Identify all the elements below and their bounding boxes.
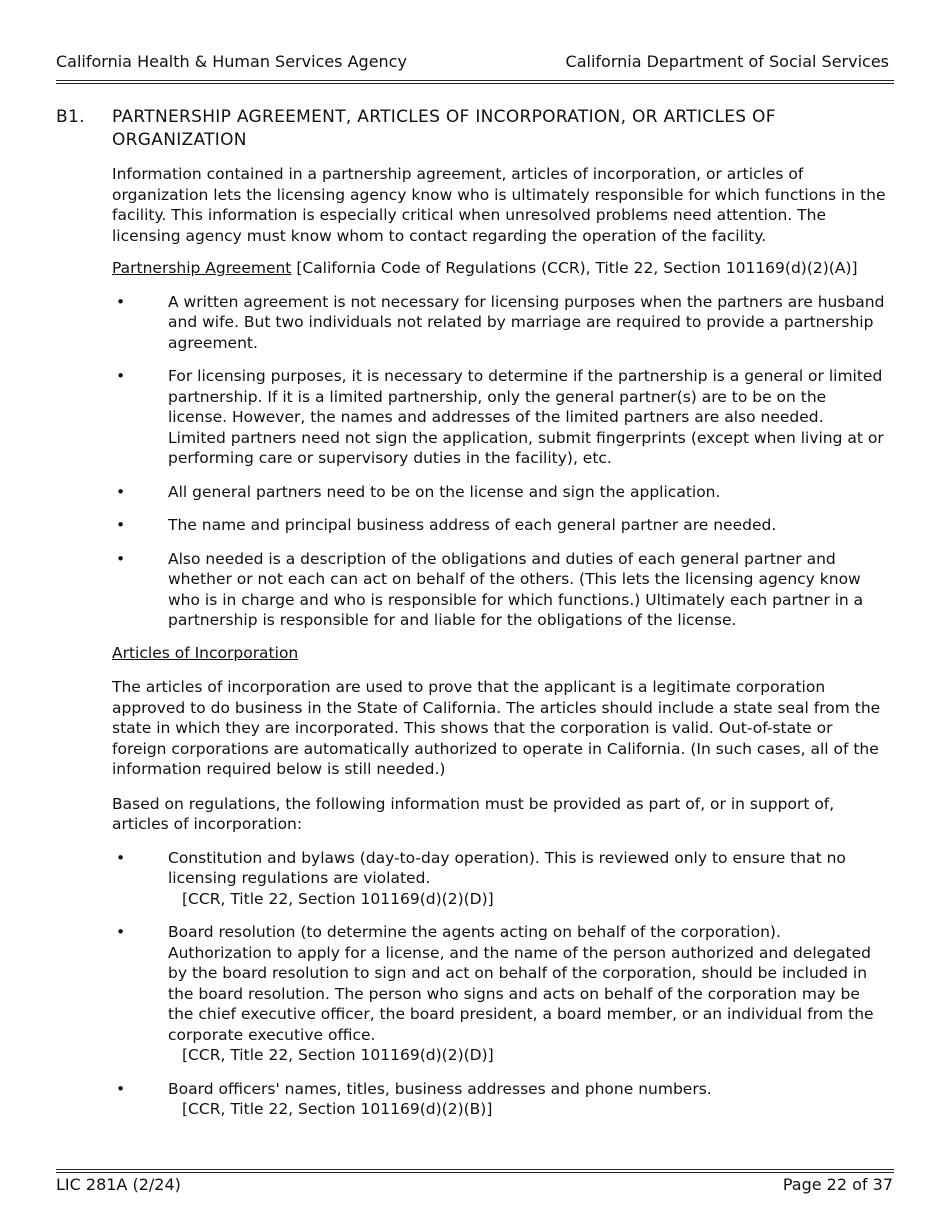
bullet-text: Also needed is a description of the obligations and duties of each general partner and whether or not each can act on behalf of the others. (This lets the licensing agency know who is in charge and who is responsible for which functions.) Ultimately each partner in a partnership is responsible for and liable for the obligations of the license.: [168, 549, 864, 629]
bullet-text: All general partners need to be on the license and sign the application.: [168, 482, 721, 501]
bullet-text: A written agreement is not necessary for licensing purposes when the partners are husband and wife. But two individuals not related by marriage are required to provide a partnership agreement.: [168, 292, 885, 352]
list-item: [112, 292, 886, 354]
bullet-text: Constitution and bylaws (day-to-day operation). This is reviewed only to ensure that no licensing regulations are violated.: [168, 848, 846, 887]
bullet-icon: •: [116, 549, 126, 568]
bullet-icon: •: [116, 516, 126, 534]
bullet-icon: •: [116, 1079, 126, 1098]
incorporation-heading: Articles of Incorporation: [112, 643, 299, 662]
footer-rule-bottom: [56, 1172, 894, 1173]
list-item: [112, 922, 886, 1066]
list-item: [112, 1079, 886, 1120]
bullet-citation: [CCR, Title 22, Section 101169(d)(2)(D)]: [182, 1046, 494, 1064]
section-number: B1.: [56, 107, 85, 127]
incorporation-paragraph-2: Based on regulations, the following information must be provided as part of, or in support of, articles of incorporation:: [112, 794, 835, 833]
incorporation-paragraph-1: The articles of incorporation are used to prove that the applicant is a legitimate corporation approved to do business in the State of California. The articles should include a state seal from the state in which they are incorporated. This shows that the corporation is valid. Out-of-state or foreign corporations are automatically authorized to operate in California. (In such cases, all of the information required below is still needed.): [112, 678, 881, 778]
section-title: PARTNERSHIP AGREEMENT, ARTICLES OF INCORPORATION, OR ARTICLES OF ORGANIZATION: [112, 107, 776, 150]
bullet-icon: •: [116, 848, 126, 867]
list-item: [112, 549, 886, 631]
page-content: [56, 106, 886, 1120]
bullet-text: For licensing purposes, it is necessary to determine if the partnership is a general or limited partnership. If it is a limited partnership, only the general partner(s) are to be on the license. However, the names and addresses of the limited partners are also needed. Limited partners need not sign the application, submit fingerprints (except when living at or performing care or supervisory duties in the facility), etc.: [168, 367, 884, 467]
bullet-citation: [CCR, Title 22, Section 101169(d)(2)(B)]: [182, 1100, 493, 1118]
header-rule-bottom: [56, 83, 894, 84]
footer-rule-top: [56, 1169, 894, 1170]
partnership-heading: Partnership Agreement: [112, 259, 292, 277]
bullet-text: The name and principal business address of each general partner are needed.: [168, 516, 777, 534]
bullet-citation: [CCR, Title 22, Section 101169(d)(2)(D)]: [182, 889, 494, 908]
intro-paragraph: Information contained in a partnership agreement, articles of incorporation, or articles of organization lets the licensing agency know who is ultimately responsible for which functions in the facility. This information is especially critical when unresolved problems need attention. The licensing agency must know whom to contact regarding the operation of the facility.: [112, 165, 886, 245]
partnership-bullets: [112, 292, 886, 631]
list-item: [112, 515, 886, 536]
list-item: [112, 482, 886, 503]
form-number: LIC 281A (2/24): [56, 1175, 181, 1194]
bullet-text: Board officers' names, titles, business addresses and phone numbers.: [168, 1079, 712, 1098]
incorporation-heading-line: [112, 643, 886, 664]
section-body: [112, 164, 886, 1120]
list-item: [112, 366, 886, 469]
partnership-heading-line: [112, 258, 886, 279]
bullet-icon: •: [116, 292, 126, 311]
page-number: Page 22 of 37: [782, 1175, 893, 1194]
list-item: [112, 848, 886, 910]
bullet-icon: •: [116, 482, 126, 501]
bullet-text: Board resolution (to determine the agents acting on behalf of the corporation). Authorization to apply for a license, and the name of the person authorized and delegated by the board resolution to sign and act on behalf of the corporation, should be included in the board resolution. The person who signs and acts on behalf of the corporation may be the chief executive officer, the board president, a board member, or an individual from the corporate executive office.: [168, 923, 874, 1044]
partnership-citation: [California Code of Regulations (CCR), Title 22, Section 101169(d)(2)(A)]: [291, 259, 858, 277]
header-rule-top: [56, 80, 894, 81]
header-agency: California Health & Human Services Agency: [56, 52, 407, 71]
bullet-icon: •: [116, 923, 126, 941]
incorporation-bullets: [112, 848, 886, 1120]
header-department: California Department of Social Services: [565, 52, 889, 71]
bullet-icon: •: [116, 367, 126, 385]
